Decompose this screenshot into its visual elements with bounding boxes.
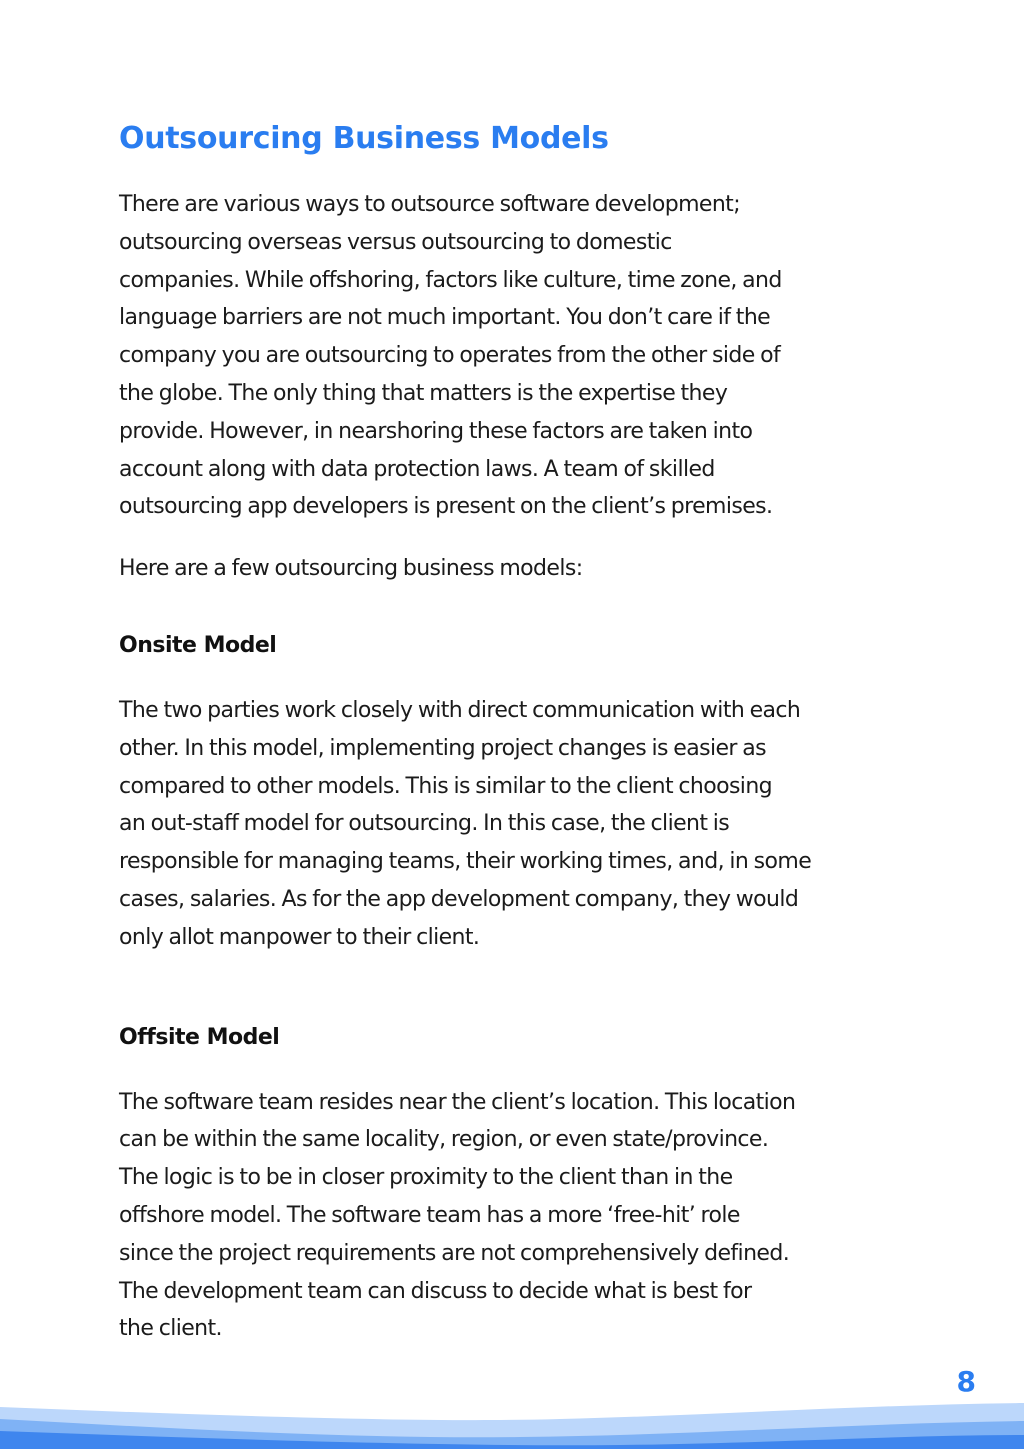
text-line: language barriers are not much important. You don’t care if the	[119, 305, 771, 331]
text-line: account along with data protection laws. A team of skilled	[119, 456, 715, 482]
text-line: only allot manpower to their client.	[119, 924, 480, 950]
offsite-paragraph	[119, 1084, 919, 1349]
text-line: the client.	[119, 1316, 222, 1342]
text-line: The logic is to be in closer proximity to the client than in the	[119, 1165, 733, 1191]
text-line: responsible for managing teams, their working times, and, in some	[119, 849, 812, 875]
page-title: Outsourcing Business Models	[119, 121, 609, 156]
text-line: The software team resides near the client’s location. This location	[119, 1089, 796, 1115]
intro-paragraph	[119, 186, 919, 526]
footer-wave-decoration	[0, 1379, 1024, 1449]
text-line: other. In this model, implementing project changes is easier as	[119, 735, 766, 761]
text-line: offshore model. The software team has a more ‘free-hit’ role	[119, 1202, 740, 1228]
text-line: the globe. The only thing that matters is the expertise they	[119, 380, 728, 406]
page-content	[119, 116, 919, 1348]
text-line: company you are outsourcing to operates from the other side of	[119, 343, 781, 369]
lead-paragraph: Here are a few outsourcing business models:	[119, 556, 583, 582]
text-line: cases, salaries. As for the app development company, they would	[119, 886, 799, 912]
text-line: The development team can discuss to decide what is best for	[119, 1278, 752, 1304]
text-line: provide. However, in nearshoring these factors are taken into	[119, 418, 753, 444]
text-line: since the project requirements are not comprehensively defined.	[119, 1240, 790, 1266]
text-line: There are various ways to outsource software development;	[119, 192, 741, 217]
text-line: companies. While offshoring, factors like culture, time zone, and	[119, 267, 782, 293]
text-line: compared to other models. This is similar to the client choosing	[119, 773, 773, 799]
text-line: The two parties work closely with direct communication with each	[119, 697, 801, 723]
text-line: an out-staff model for outsourcing. In this case, the client is	[119, 811, 730, 837]
text-line: outsourcing overseas versus outsourcing to domestic	[119, 229, 672, 255]
page-number: 8	[956, 1365, 976, 1398]
text-line: can be within the same locality, region, or even state/province.	[119, 1127, 769, 1153]
section-heading-onsite: Onsite Model	[119, 632, 277, 658]
text-line: outsourcing app developers is present on the client’s premises.	[119, 494, 773, 520]
onsite-paragraph	[119, 692, 919, 957]
section-heading-offsite: Offsite Model	[119, 1024, 280, 1050]
